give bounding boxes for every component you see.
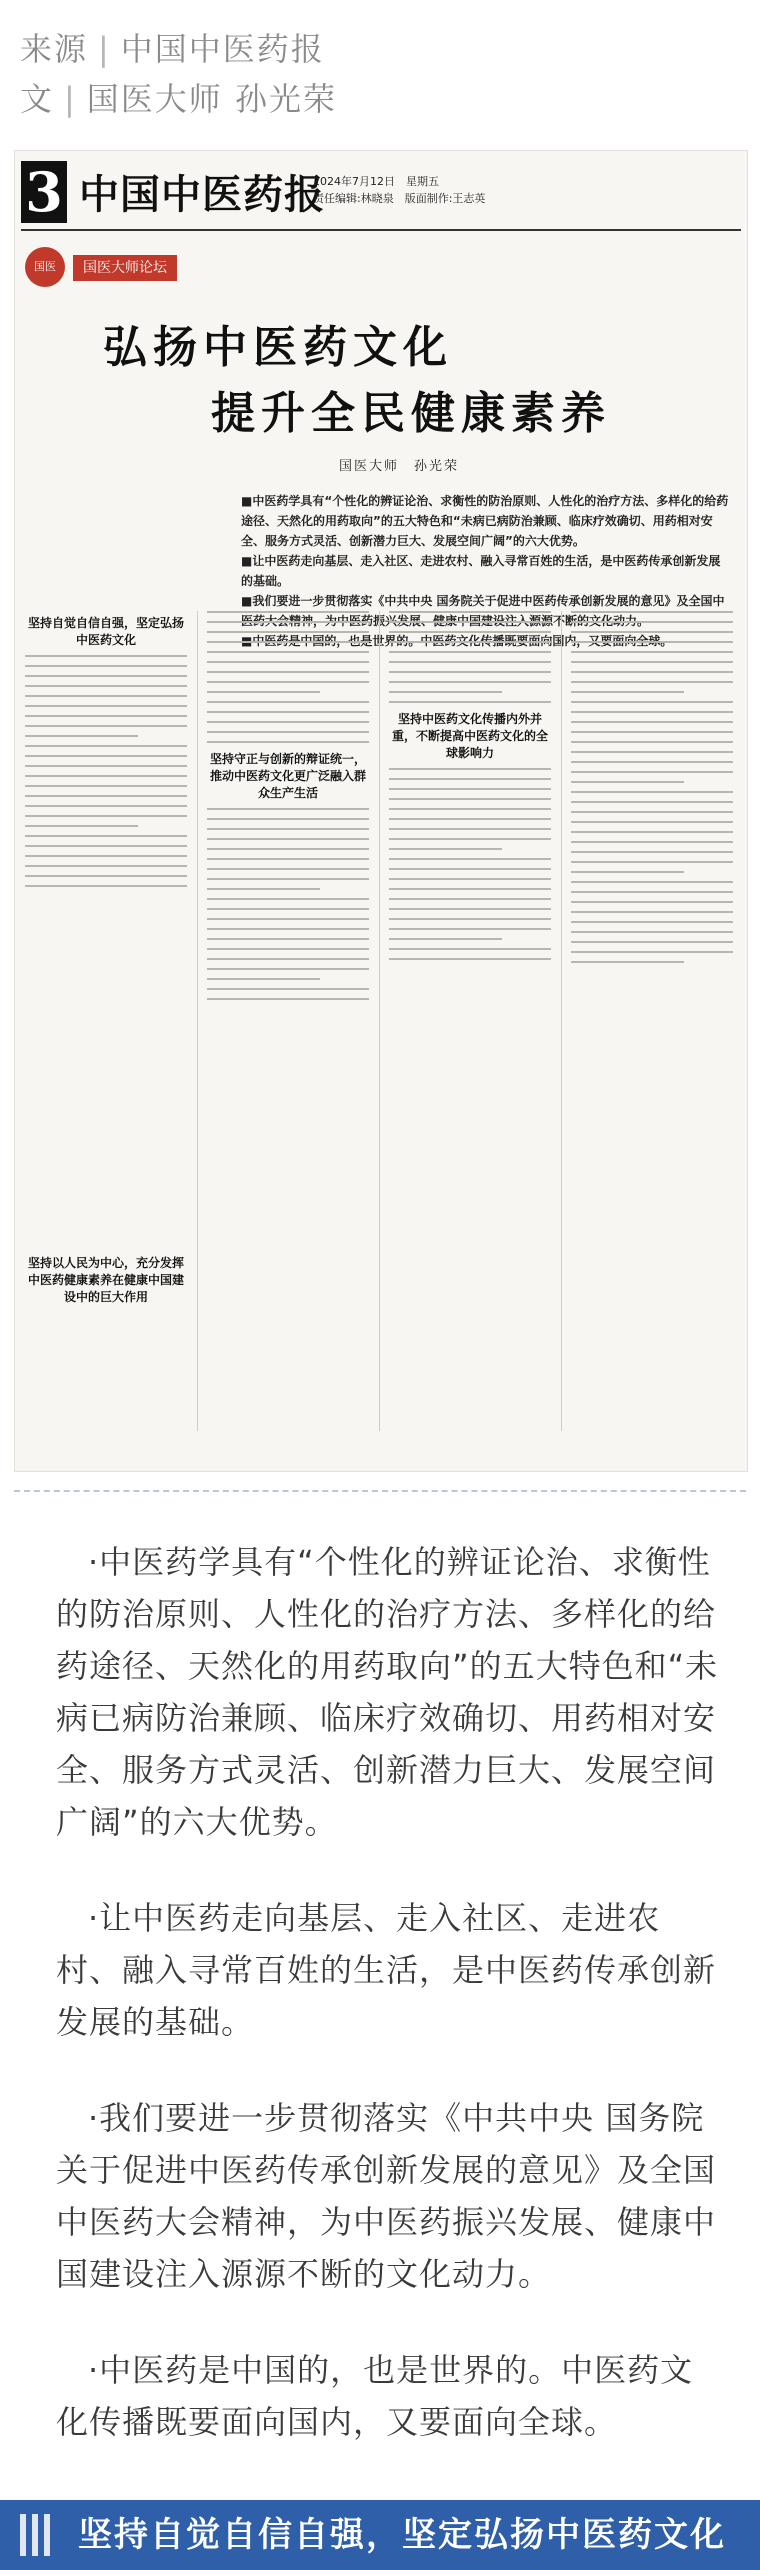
subhead-2: 坚持以人民为中心，充分发挥中医药健康素养在健康中国建设中的巨大作用 xyxy=(27,1256,184,1304)
text-line-placeholder xyxy=(389,641,551,643)
text-line-placeholder xyxy=(207,661,369,663)
date-line: 2024年7月12日 星期五 xyxy=(313,175,439,188)
text-line-placeholder xyxy=(25,805,187,807)
text-line-placeholder xyxy=(25,795,187,797)
text-line-placeholder xyxy=(25,655,187,657)
text-line-placeholder xyxy=(207,818,369,820)
column-divider xyxy=(561,611,562,1431)
body-column-3 xyxy=(389,611,551,1431)
text-line-placeholder xyxy=(389,778,551,780)
text-line-placeholder xyxy=(389,681,551,683)
key-point: ·中医药学具有“个性化的辨证论治、求衡性的防治原则、人性化的治疗方法、多样化的给药途径、天然化的用药取向”的五大特色和“未病已病防治兼顾、临床疗效确切、用药相对安全、服务方式灵活、创新潜力巨大、发展空间广阔”的六大优势。 xyxy=(56,1543,719,1841)
editor-line: 责任编辑:林晓泉 版面制作:王志英 xyxy=(313,192,486,205)
headline-line-1: 弘扬中医药文化 xyxy=(103,322,453,373)
text-line-placeholder xyxy=(207,918,369,920)
text-line-placeholder xyxy=(207,711,369,713)
body-column-2 xyxy=(207,611,369,1431)
text-line-placeholder xyxy=(389,691,502,693)
summary-item: ■让中医药走向基层、走入社区、走进农村、融入寻常百姓的生活，是中医药传承创新发展的基础。 xyxy=(241,554,721,588)
text-lines xyxy=(25,655,187,887)
text-line-placeholder xyxy=(25,835,187,837)
banner-stripes-icon xyxy=(20,2514,56,2556)
text-line-placeholder xyxy=(207,988,369,990)
text-line-placeholder xyxy=(571,791,733,793)
text-line-placeholder xyxy=(25,785,187,787)
text-line-placeholder xyxy=(571,681,733,683)
body-columns xyxy=(25,611,737,1451)
text-line-placeholder xyxy=(571,861,733,863)
source-block xyxy=(0,0,760,124)
text-line-placeholder xyxy=(25,665,187,667)
text-line-placeholder xyxy=(25,695,187,697)
text-line-placeholder xyxy=(389,868,551,870)
text-line-placeholder xyxy=(207,741,369,743)
text-line-placeholder xyxy=(389,828,551,830)
text-line-placeholder xyxy=(207,908,369,910)
author-line xyxy=(20,74,740,124)
text-line-placeholder xyxy=(571,821,733,823)
text-line-placeholder xyxy=(207,651,369,653)
text-line-placeholder xyxy=(571,711,733,713)
text-line-placeholder xyxy=(25,875,187,877)
subhead-1: 坚持自觉自信自强，坚定弘扬中医药文化 xyxy=(27,616,184,647)
text-line-placeholder xyxy=(389,798,551,800)
text-line-placeholder xyxy=(389,631,551,633)
text-line-placeholder xyxy=(25,845,187,847)
text-line-placeholder xyxy=(207,808,369,810)
text-line-placeholder xyxy=(571,891,733,893)
column-divider xyxy=(379,611,380,1431)
column-name: 国医大师论坛 xyxy=(73,255,177,281)
body-column-4 xyxy=(571,611,733,1431)
text-line-placeholder xyxy=(389,848,502,850)
text-line-placeholder xyxy=(207,691,320,693)
text-line-placeholder xyxy=(25,755,187,757)
text-line-placeholder xyxy=(389,661,551,663)
text-line-placeholder xyxy=(571,721,733,723)
text-line-placeholder xyxy=(571,691,684,693)
text-line-placeholder xyxy=(207,958,369,960)
text-line-placeholder xyxy=(571,781,684,783)
text-line-placeholder xyxy=(389,768,551,770)
text-line-placeholder xyxy=(571,641,733,643)
text-line-placeholder xyxy=(389,888,551,890)
text-line-placeholder xyxy=(571,961,684,963)
text-line-placeholder xyxy=(207,888,320,890)
page-number: 3 xyxy=(21,161,67,223)
text-line-placeholder xyxy=(207,938,369,940)
text-line-placeholder xyxy=(25,765,187,767)
banner-title: 坚持自觉自信自强，坚定弘扬中医药文化 xyxy=(78,2515,726,2555)
text-line-placeholder xyxy=(25,885,187,887)
text-line-placeholder xyxy=(389,808,551,810)
text-line-placeholder xyxy=(389,838,551,840)
text-line-placeholder xyxy=(571,831,733,833)
section-banner xyxy=(0,2500,760,2570)
text-line-placeholder xyxy=(207,828,369,830)
text-line-placeholder xyxy=(207,721,369,723)
masthead-rule xyxy=(21,229,741,231)
text-line-placeholder xyxy=(571,771,733,773)
text-line-placeholder xyxy=(207,641,369,643)
text-line-placeholder xyxy=(207,898,369,900)
text-line-placeholder xyxy=(25,735,138,737)
source-value: 中国中医药报 xyxy=(120,30,325,68)
key-point: ·我们要进一步贯彻落实《中共中央 国务院关于促进中医药传承创新发展的意见》及全国中医药大会精神，为中医药振兴发展、健康中国建设注入源源不断的文化动力。 xyxy=(56,2099,717,2293)
text-line-placeholder xyxy=(25,675,187,677)
text-line-placeholder xyxy=(389,958,551,960)
text-line-placeholder xyxy=(389,621,551,623)
text-line-placeholder xyxy=(389,918,551,920)
text-line-placeholder xyxy=(207,858,369,860)
text-line-placeholder xyxy=(571,941,733,943)
text-line-placeholder xyxy=(571,911,733,913)
source-separator: | xyxy=(98,30,111,68)
text-line-placeholder xyxy=(207,998,369,1000)
text-line-placeholder xyxy=(207,701,369,703)
text-line-placeholder xyxy=(389,938,502,940)
newspaper-masthead xyxy=(15,151,747,241)
text-lines xyxy=(207,611,369,743)
text-line-placeholder xyxy=(389,651,551,653)
text-line-placeholder xyxy=(25,815,187,817)
text-line-placeholder xyxy=(389,908,551,910)
key-points xyxy=(56,1536,720,2492)
text-line-placeholder xyxy=(207,838,369,840)
text-line-placeholder xyxy=(571,841,733,843)
text-line-placeholder xyxy=(207,878,369,880)
text-line-placeholder xyxy=(207,948,369,950)
text-line-placeholder xyxy=(389,878,551,880)
newspaper-image xyxy=(14,150,748,1472)
text-line-placeholder xyxy=(389,671,551,673)
text-line-placeholder xyxy=(571,851,733,853)
text-line-placeholder xyxy=(389,611,551,613)
text-line-placeholder xyxy=(571,661,733,663)
text-line-placeholder xyxy=(207,631,369,633)
text-lines xyxy=(571,611,733,963)
text-lines xyxy=(389,611,551,703)
text-line-placeholder xyxy=(25,715,187,717)
column-badge-icon: 国医 xyxy=(25,247,65,287)
text-line-placeholder xyxy=(25,725,187,727)
subhead-block-2 xyxy=(25,1251,187,1431)
text-lines xyxy=(207,808,369,1000)
text-line-placeholder xyxy=(389,858,551,860)
text-line-placeholder xyxy=(389,948,551,950)
text-line-placeholder xyxy=(25,705,187,707)
text-line-placeholder xyxy=(389,818,551,820)
text-line-placeholder xyxy=(25,855,187,857)
masthead-meta xyxy=(313,173,485,207)
text-line-placeholder xyxy=(571,611,733,613)
text-line-placeholder xyxy=(389,788,551,790)
text-line-placeholder xyxy=(207,928,369,930)
text-line-placeholder xyxy=(207,731,369,733)
text-line-placeholder xyxy=(571,921,733,923)
text-line-placeholder xyxy=(571,951,733,953)
column-divider xyxy=(197,611,198,1431)
key-point: ·让中医药走向基层、走入社区、走进农村、融入寻常百姓的生活，是中医药传承创新发展的基础。 xyxy=(56,1899,717,2041)
text-line-placeholder xyxy=(571,901,733,903)
summary-item: ■中医药学具有“个性化的辨证论治、求衡性的防治原则、人性化的治疗方法、多样化的给药途径、天然化的用药取向”的五大特色和“未病已病防治兼顾、临床疗效确切、用药相对安全、服务方式灵活、创新潜力巨大、发展空间广阔”的六大优势。 xyxy=(241,494,729,548)
text-line-placeholder xyxy=(207,671,369,673)
text-line-placeholder xyxy=(25,685,187,687)
section-divider xyxy=(14,1490,746,1492)
text-line-placeholder xyxy=(207,968,369,970)
text-line-placeholder xyxy=(571,651,733,653)
text-line-placeholder xyxy=(207,621,369,623)
text-line-placeholder xyxy=(389,928,551,930)
text-line-placeholder xyxy=(25,775,187,777)
author-separator: | xyxy=(64,80,77,118)
author-label: 文 xyxy=(20,80,55,118)
text-line-placeholder xyxy=(571,731,733,733)
text-line-placeholder xyxy=(571,761,733,763)
text-lines xyxy=(389,768,551,960)
subhead-3: 坚持守正与创新的辩证统一，推动中医药文化更广泛融入群众生产生活 xyxy=(209,752,366,800)
text-line-placeholder xyxy=(571,881,733,883)
source-line xyxy=(20,24,740,74)
headline-line-2: 提升全民健康素养 xyxy=(211,388,611,439)
text-line-placeholder xyxy=(389,898,551,900)
text-line-placeholder xyxy=(571,631,733,633)
text-line-placeholder xyxy=(25,745,187,747)
author-value: 国医大师 孙光荣 xyxy=(86,80,337,118)
text-line-placeholder xyxy=(571,871,684,873)
text-line-placeholder xyxy=(571,701,733,703)
text-line-placeholder xyxy=(571,931,733,933)
text-line-placeholder xyxy=(207,681,369,683)
source-label: 来源 xyxy=(20,30,89,68)
text-line-placeholder xyxy=(207,978,320,980)
text-line-placeholder xyxy=(571,671,733,673)
text-line-placeholder xyxy=(207,848,369,850)
text-line-placeholder xyxy=(571,801,733,803)
text-line-placeholder xyxy=(571,741,733,743)
text-line-placeholder xyxy=(571,621,733,623)
key-point: ·中医药是中国的，也是世界的。中医药文化传播既要面向国内，又要面向全球。 xyxy=(56,2351,694,2441)
text-line-placeholder xyxy=(207,611,369,613)
text-line-placeholder xyxy=(389,701,551,703)
text-line-placeholder xyxy=(207,868,369,870)
subhead-4: 坚持中医药文化传播内外并重，不断提高中医药文化的全球影响力 xyxy=(391,712,548,760)
byline: 国医大师 孙光荣 xyxy=(339,459,460,474)
text-line-placeholder xyxy=(25,825,138,827)
summary-item: ■我们要进一步贯彻落实《中共中央 国务院关于促进中医药传承创新发展的意见》及全国中 神，为中医药振兴发展、健康中国建设注入源源不断的文化动力。 xyxy=(241,594,725,628)
text-line-placeholder xyxy=(571,811,733,813)
text-line-placeholder xyxy=(571,751,733,753)
masthead-title: 中国中医药报 xyxy=(79,171,325,218)
text-line-placeholder xyxy=(25,865,187,867)
